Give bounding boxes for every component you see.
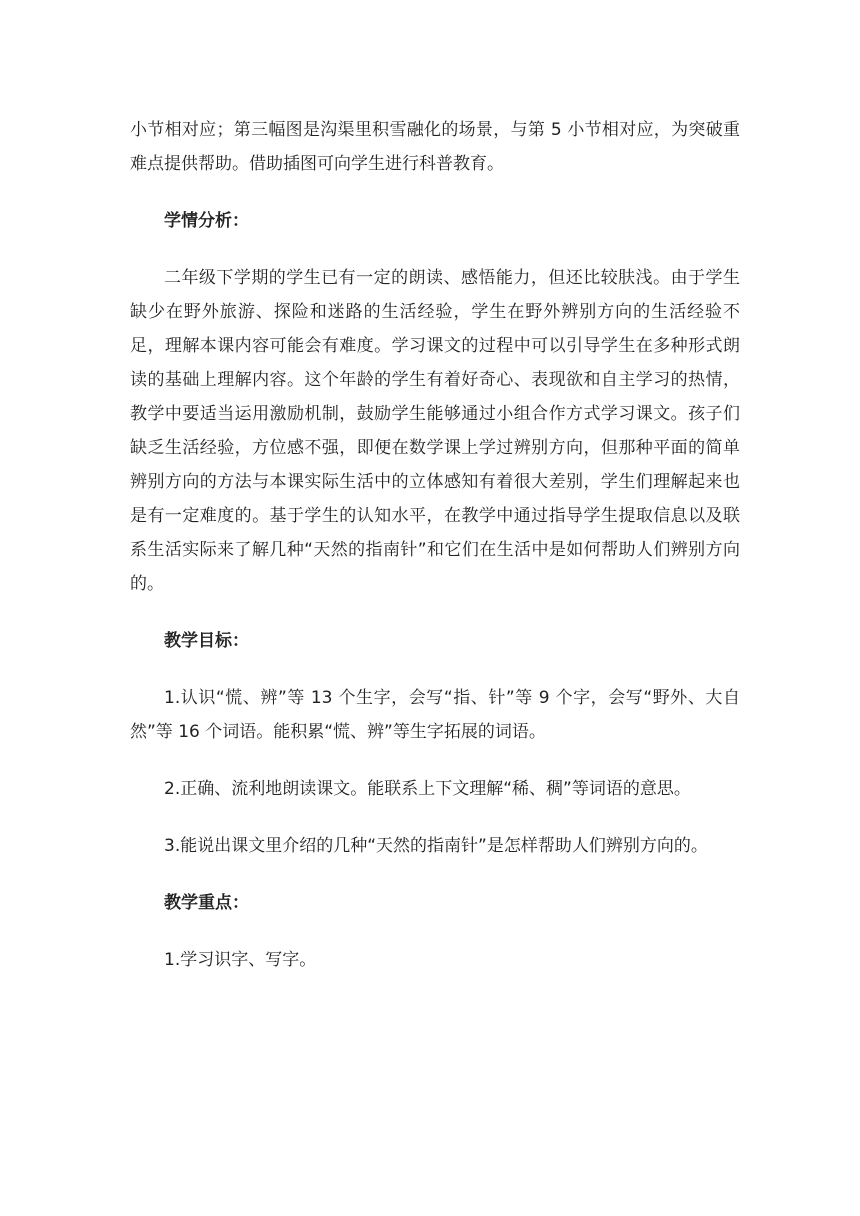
teaching-focus-heading: 教学重点： — [164, 893, 249, 913]
teaching-goals-heading: 教学目标： — [164, 631, 249, 651]
teaching-goal-item: 3.能说出课文里介绍的几种“天然的指南针”是怎样帮助人们辨别方向的。 — [164, 836, 708, 856]
teaching-focus-item: 1.学习识字、写字。 — [164, 950, 317, 970]
teaching-goal-item: 2.正确、流利地朗读课文。能联系上下文理解“稀、稠”等词语的意思。 — [164, 779, 691, 799]
learning-analysis-body: 二年级下学期的学生已有一定的朗读、感悟能力，但还比较肤浅。由于学生缺少在野外旅游、探险和迷路的生活经验，学生在野外辨别方向的生活经验不足，理解本课内容可能会有难度。学习课文的过程中可以引导学生在多种形式朗读的基础上理解内容。这个年龄的学生有着好奇心、表现欲和自主学习的热情，教学中要适当运用激励机制，鼓励学生能够通过小组合作方式学习课文。孩子们缺乏生活经验，方位感不强，即便在数学课上学过辨别方向，但那种平面的简单辨别方向的方法与本课实际生活中的立体感知有着很大差别，学生们理解起来也是有一定难度的。基于学生的认知水平，在教学中通过指导学生提取信息以及联系生活实际来了解几种“天然的指南针”和它们在生活中是如何帮助人们辨别方向的。 — [130, 268, 740, 594]
teaching-goal-item: 1.认识“慌、辨”等 13 个生字，会写“指、针”等 9 个字，会写“野外、大自然”等 16 个词语。能积累“慌、辨”等生字拓展的词语。 — [130, 688, 740, 742]
learning-analysis-heading: 学情分析： — [164, 211, 249, 231]
intro-paragraph: 小节相对应；第三幅图是沟渠里积雪融化的场景，与第 5 小节相对应，为突破重难点提供帮助。借助插图可向学生进行科普教育。 — [130, 120, 740, 174]
